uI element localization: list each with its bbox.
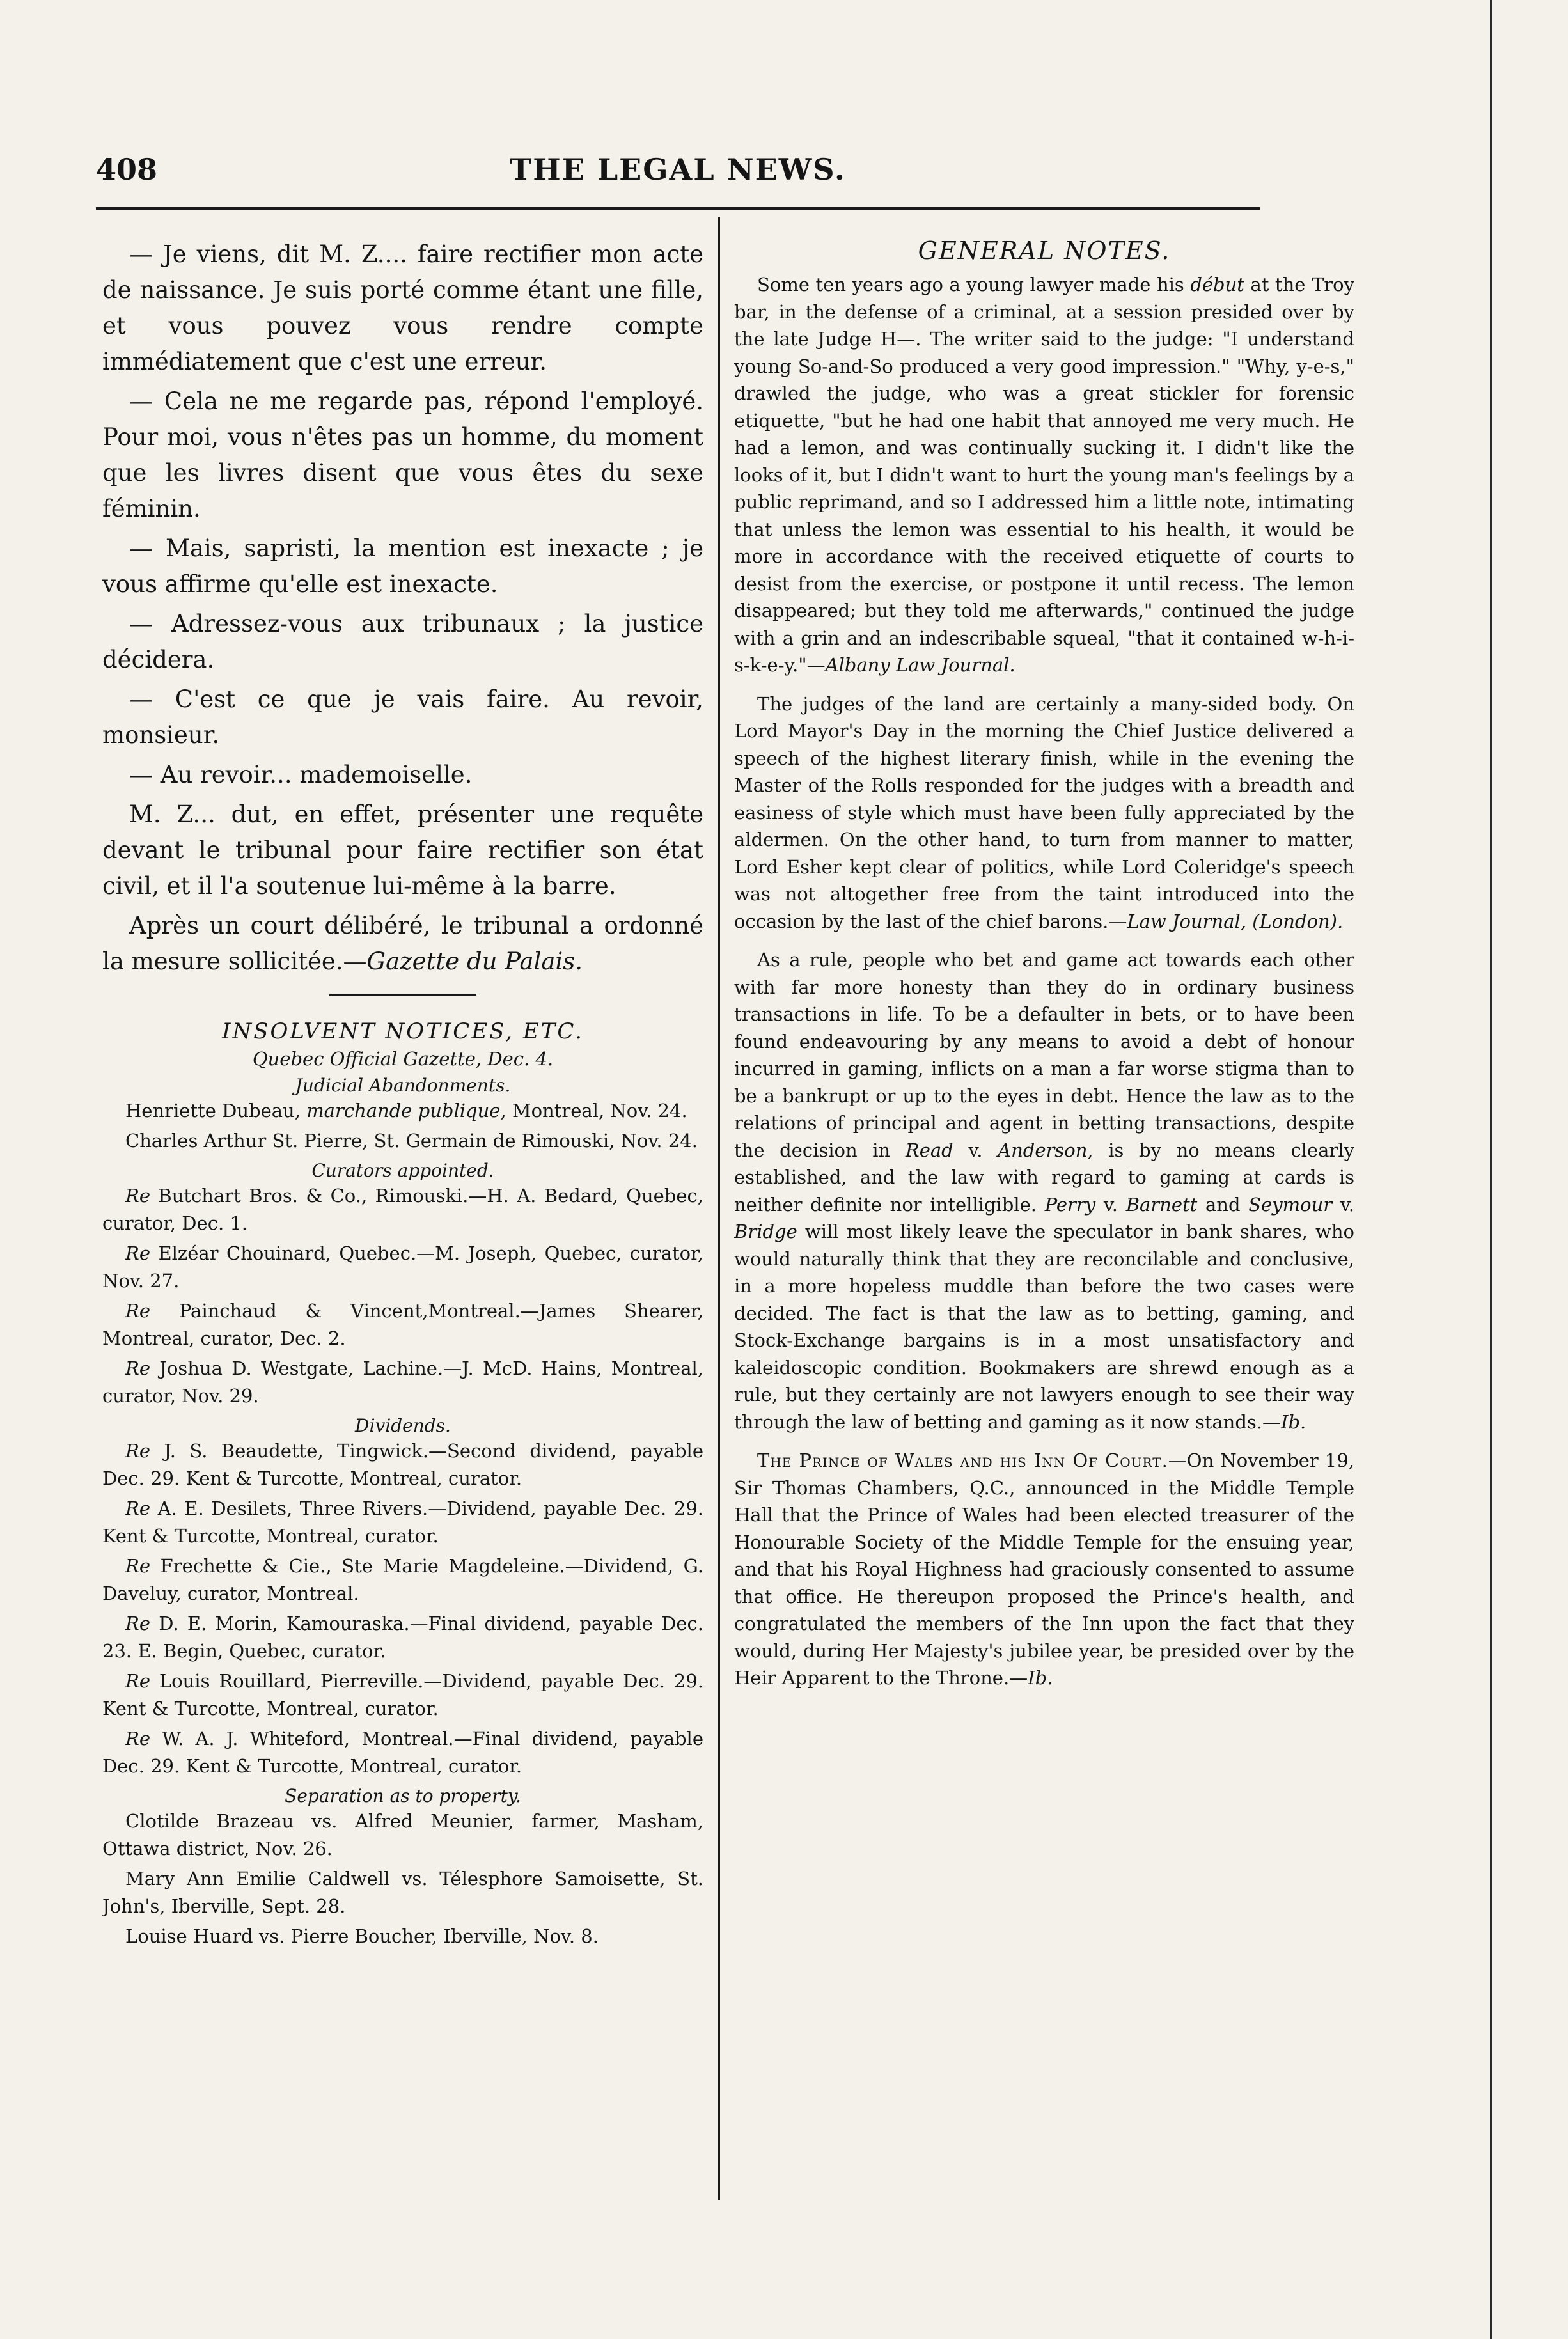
notice-item: Re Elzéar Chouinard, Quebec.—M. Joseph, Quebec, curator, Nov. 27. (102, 1242, 703, 1292)
notice-item: Clotilde Brazeau vs. Alfred Meunier, farmer, Masham, Ottawa district, Nov. 26. (102, 1810, 703, 1859)
category-heading: Separation as to property. (285, 1785, 521, 1806)
notice-item: Charles Arthur St. Pierre, St. Germain de Rimouski, Nov. 24. (125, 1130, 698, 1152)
notice-item: Re A. E. Desilets, Three Rivers.—Dividend, payable Dec. 29. Kent & Turcotte, Montreal, curator. (102, 1498, 703, 1547)
dialogue-paragraph: — Je viens, dit M. Z.... faire rectifier mon acte de naissance. Je suis porté comme étant une fille, et vous pouvez vous rendre compte immédiatement que c'est une erreur. (102, 240, 703, 375)
header-rule (96, 207, 1260, 210)
section-divider (329, 994, 476, 996)
section-title: INSOLVENT NOTICES, ETC. (222, 1019, 584, 1044)
notice-item: Louise Huard vs. Pierre Boucher, Iberville, Nov. 8. (125, 1925, 599, 1947)
source-citation: Albany Law Journal. (825, 654, 1015, 676)
dialogue-paragraph: — Au revoir... mademoiselle. (129, 761, 473, 788)
gazette-line: Quebec Official Gazette, Dec. 4. (252, 1048, 554, 1070)
notice-item: Re W. A. J. Whiteford, Montreal.—Final dividend, payable Dec. 29. Kent & Turcotte, Montreal, curator. (102, 1728, 703, 1777)
notice-item: Mary Ann Emilie Caldwell vs. Télesphore Samoisette, St. John's, Iberville, Sept. 28. (102, 1868, 703, 1917)
page-number: 408 (96, 152, 158, 187)
insolvent-notices (102, 1019, 703, 1950)
dialogue-final-paragraph (102, 908, 703, 980)
left-column (102, 237, 703, 2200)
notice-item: Henriette Dubeau, marchande publique, Montreal, Nov. 24. (125, 1100, 687, 1122)
note-heading: The Prince of Wales and his Inn Of Court. (757, 1450, 1168, 1471)
notice-item: Re Louis Rouillard, Pierreville.—Dividend, payable Dec. 29. Kent & Turcotte, Montreal, curator. (102, 1670, 703, 1719)
running-title: THE LEGAL NEWS. (510, 152, 846, 187)
dialogue-paragraph: — Mais, sapristi, la mention est inexacte ; je vous affirme qu'elle est inexacte. (102, 535, 703, 598)
notice-item: Re J. S. Beaudette, Tingwick.—Second dividend, payable Dec. 29. Kent & Turcotte, Montreal, curator. (102, 1440, 703, 1489)
column-divider (718, 217, 720, 2200)
category-heading: Judicial Abandonments. (295, 1075, 511, 1096)
source-citation: Ib. (1281, 1411, 1306, 1433)
right-column (734, 237, 1354, 2200)
note-paragraph: The judges of the land are certainly a many-sided body. On Lord Mayor's Day in the morning the Chief Justice delivered a speech of the highest literary finish, while in the evening the Master of the Rolls responded for the judges with a breadth and easiness of style which must have been fully appreciated by the aldermen. On the other hand, to turn from manner to matter, Lord Esher kept clear of politics, while Lord Coleridge's speech was not altogether free from the taint introduced into the occasion by the last of the chief barons.—Law Journal, (London). (734, 692, 1354, 932)
dialogue-paragraph: M. Z... dut, en effet, présenter une requête devant le tribunal pour faire rectifier son état civil, et il l'a soutenue lui-même à la barre. (102, 801, 703, 900)
note-paragraph: As a rule, people who bet and game act towards each other with far more honesty than they do in ordinary business transactions in life. To be a defaulter in bets, or to have been found endeavouring by any means to avoid a debt of honour incurred in gaming, inflicts on a man a far worse stigma than to be a bankrupt or up to the eyes in debt. Hence the law as to the relations of principal and agent in betting transactions, despite the decision in Read v. Anderson, is by no means clearly established, and the law with regard to gaming at cards is neither definite nor intelligible. Perry v. Barnett and Seymour v. Bridge will most likely leave the speculator in bank shares, who would naturally think that they are reconcilable and conclusive, in a more hopeless muddle than before the two cases were decided. The fact is that the law as to betting, gaming, and Stock-Exchange bargains is in a most unsatisfactory and kaleidoscopic condition. Bookmakers are shrewd enough as a rule, but they certainly are not lawyers enough to see their way through the law of betting and gaming as it now stands.—Ib. (734, 949, 1354, 1433)
notice-item: Re Frechette & Cie., Ste Marie Magdeleine.—Dividend, G. Daveluy, curator, Montreal. (102, 1555, 703, 1604)
page-edge-line (1490, 0, 1492, 2339)
section-title: GENERAL NOTES. (918, 237, 1171, 265)
source-citation: Gazette du Palais. (366, 948, 583, 975)
notice-item: Re D. E. Morin, Kamouraska.—Final dividend, payable Dec. 23. E. Begin, Quebec, curator. (102, 1613, 703, 1662)
note-paragraph: The Prince of Wales and his Inn Of Court.—On November 19, Sir Thomas Chambers, Q.C., announced in the Middle Temple Hall that the Prince of Wales had been elected treasurer of the Honourable Society of the Middle Temple for the ensuing year, and that his Royal Highness had graciously consented to assume that office. He thereupon proposed the Prince's health, and congratulated the members of the Inn upon the fact that they would, during Her Majesty's jubilee year, be presided over by the Heir Apparent to the Throne.—Ib. (734, 1450, 1354, 1689)
notice-item: Re Butchart Bros. & Co., Rimouski.—H. A. Bedard, Quebec, curator, Dec. 1. (102, 1185, 703, 1234)
page-header (96, 152, 1260, 197)
category-heading: Curators appointed. (311, 1160, 494, 1181)
notice-item: Re Painchaud & Vincent,Montreal.—James Shearer, Montreal, curator, Dec. 2. (102, 1300, 703, 1349)
dialogue-paragraph: — C'est ce que je vais faire. Au revoir, monsieur. (102, 685, 703, 749)
source-citation: Law Journal, (London). (1127, 910, 1344, 932)
source-citation: Ib. (1028, 1667, 1053, 1689)
notice-item: Re Joshua D. Westgate, Lachine.—J. McD. Hains, Montreal, curator, Nov. 29. (102, 1357, 703, 1407)
note-paragraph: Some ten years ago a young lawyer made his début at the Troy bar, in the defense of a criminal, at a session presided over by the late Judge H—. The writer said to the judge: "I understand young So-and-So produced a very good impression." "Why, y-e-s," drawled the judge, who was a great stickler for forensic etiquette, "but he had one habit that annoyed me very much. He had a lemon, and was continually sucking it. I didn't like the looks of it, but I didn't want to hurt the young man's feelings by a public reprimand, and so I addressed him a little note, intimating that unless the lemon was essential to his health, it would be more in accordance with the received etiquette of courts to desist from the exercise, or postpone it until recess. The lemon disappeared; but they told me afterwards," continued the judge with a grin and an indescribable squeal, "that it contained w-h-i-s-k-e-y."—Albany Law Journal. (734, 274, 1354, 676)
category-heading: Dividends. (355, 1415, 451, 1436)
dialogue-paragraph: — Adressez-vous aux tribunaux ; la justice décidera. (102, 610, 703, 673)
french-dialogue (102, 237, 703, 980)
dialogue-paragraph: — Cela ne me regarde pas, répond l'employé. Pour moi, vous n'êtes pas un homme, du moment que les livres disent que vous êtes du sexe féminin. (102, 387, 703, 522)
final-text: Après un court délibéré, le tribunal a ordonné la mesure sollicitée.— (102, 912, 703, 975)
